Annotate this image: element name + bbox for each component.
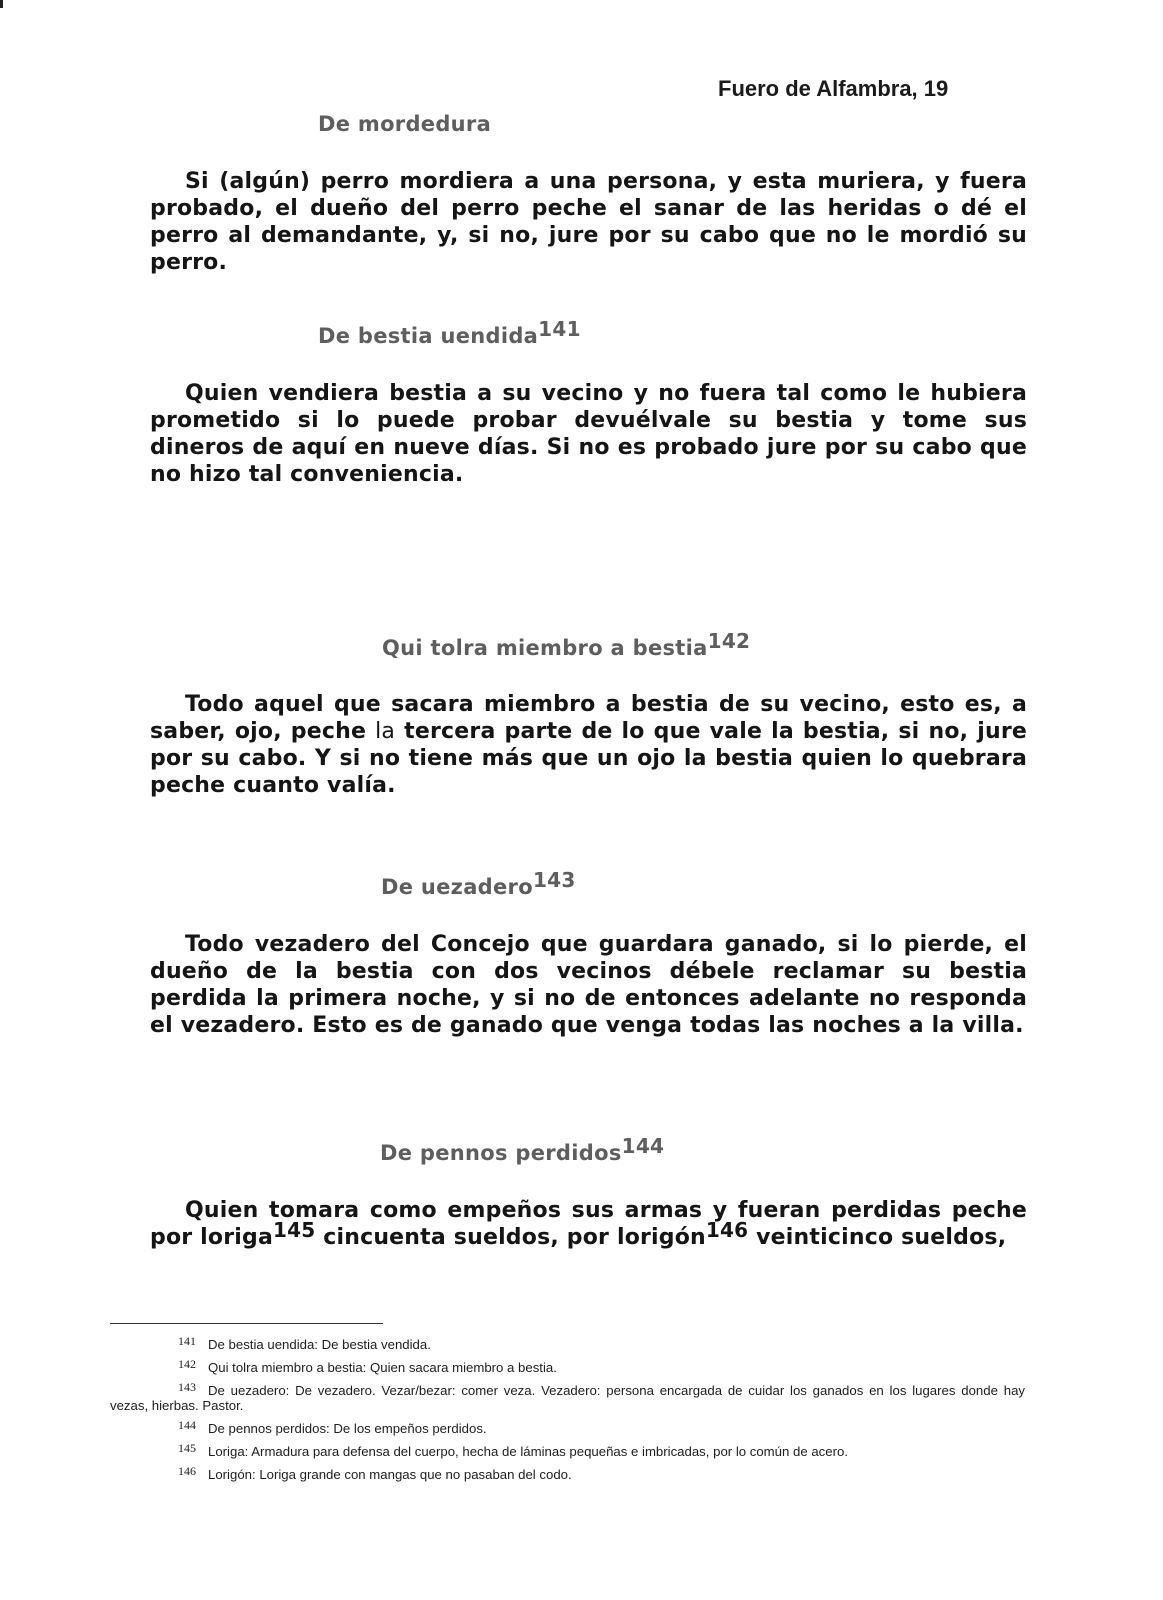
section-title	[380, 1134, 665, 1165]
paragraph-text: cincuenta sueldos, por lorigón	[315, 1225, 706, 1250]
footnote-reference[interactable]: 143	[532, 868, 576, 892]
footnote-item	[110, 1380, 1025, 1413]
footnote-number: 141	[178, 1334, 196, 1348]
footnote-text: De uezadero: De vezadero. Vezar/bezar: comer veza. Vezadero: persona encargada de cuidar los ganados en los lugares donde hay vezas, hierbas. Pastor.	[110, 1383, 1025, 1413]
footnote-text: Qui tolra miembro a bestia: Quien sacara miembro a bestia.	[208, 1360, 557, 1375]
paragraph-text: Todo aquel que sacara miembro a bestia de su vecino, esto es, a saber, ojo, peche	[150, 692, 1027, 744]
paragraph-text: veinticinco sueldos,	[748, 1225, 1007, 1250]
footnote-reference[interactable]: 145	[273, 1218, 316, 1242]
paragraph-text-light: la	[375, 719, 396, 744]
section-paragraph: Si (algún) perro mordiera a una persona, y esta muriera, y fuera probado, el dueño del perro peche el sanar de las heridas o dé el perro al demandante, y, si no, jure por su cabo que no le mordió su perro.	[150, 169, 1027, 275]
scan-edge-mark	[0, 0, 3, 8]
section-title-text: De mordedura	[318, 112, 492, 136]
section-title-text: De uezadero	[381, 875, 533, 899]
footnote-reference[interactable]: 142	[707, 629, 751, 653]
footnote-item	[110, 1334, 1025, 1352]
footnote-reference[interactable]: 146	[705, 1218, 749, 1242]
footnote-number: 146	[178, 1464, 196, 1478]
footnote-text: Lorigón: Loriga grande con mangas que no pasaban del codo.	[208, 1467, 572, 1482]
footnote-item	[110, 1464, 1025, 1482]
section-title	[381, 868, 576, 899]
running-header: Fuero de Alfambra, 19	[718, 76, 949, 101]
footnote-text: Loriga: Armadura para defensa del cuerpo, hecha de láminas pequeñas e imbricadas, por lo común de acero.	[208, 1444, 848, 1459]
footnote-divider	[110, 1323, 383, 1324]
section-title	[318, 317, 581, 348]
footnote-reference[interactable]: 144	[621, 1134, 665, 1158]
paragraph-text: tercera parte de lo que vale la bestia, si no, jure por su cabo. Y si no tiene más que un ojo la bestia quien lo quebrara peche cuanto valía.	[150, 719, 1027, 798]
footnote-number: 143	[178, 1380, 196, 1394]
footnote-reference[interactable]: 141	[538, 317, 581, 341]
section-paragraph: Todo vezadero del Concejo que guardara ganado, si lo pierde, el dueño de la bestia con dos vecinos débele reclamar su bestia perdida la primera noche, y si no de entonces adelante no responda el vezadero. Esto es de ganado que venga todas las noches a la villa.	[150, 932, 1027, 1038]
section-paragraph: Quien vendiera bestia a su vecino y no fuera tal como le hubiera prometido si lo puede probar devuélvale su bestia y tome sus dineros de aquí en nueve días. Si no es probado jure por su cabo que no hizo tal conveniencia.	[150, 381, 1027, 487]
section-title-text: Qui tolra miembro a bestia	[382, 636, 708, 660]
footnote-item	[110, 1441, 1025, 1459]
footnote-number: 145	[178, 1441, 196, 1455]
section-title-text: De bestia uendida	[318, 324, 539, 348]
section-title	[318, 112, 491, 136]
section-paragraph	[150, 691, 1027, 799]
footnote-item	[110, 1418, 1025, 1436]
footnote-number: 142	[178, 1357, 196, 1371]
section-title	[382, 629, 751, 660]
footnote-number: 144	[178, 1418, 196, 1432]
section-title-text: De pennos perdidos	[380, 1141, 622, 1165]
footnote-item	[110, 1357, 1025, 1375]
section-paragraph	[150, 1197, 1027, 1251]
footnote-text: De pennos perdidos: De los empeños perdidos.	[208, 1421, 487, 1436]
paragraph-text: Quien tomara como empeños sus armas y fueran perdidas peche por loriga	[150, 1198, 1027, 1250]
footnote-text: De bestia uendida: De bestia vendida.	[208, 1337, 431, 1352]
footnotes	[110, 1334, 1025, 1487]
